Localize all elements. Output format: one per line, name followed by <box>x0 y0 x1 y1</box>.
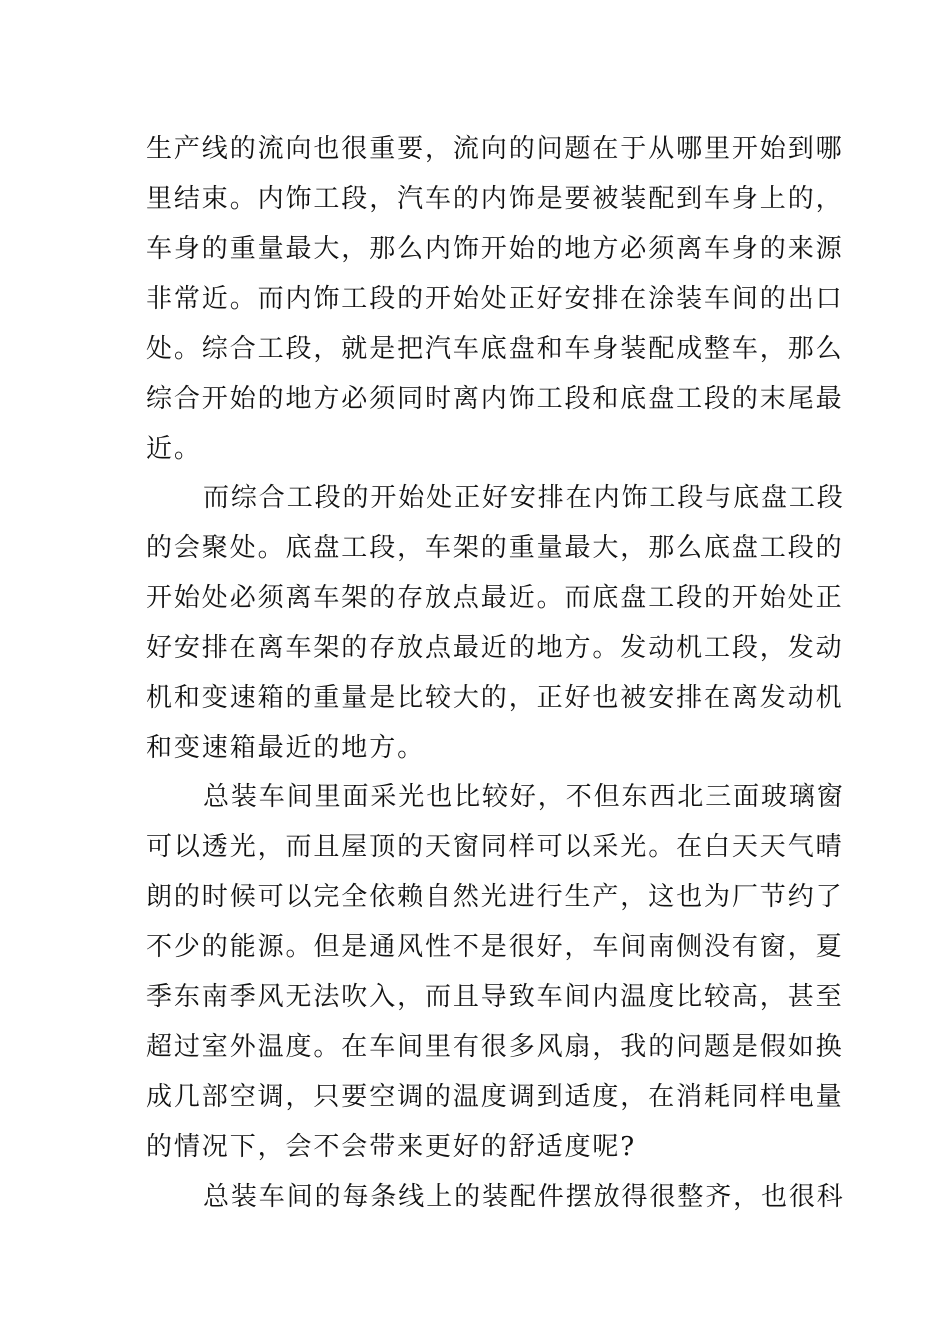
text-line: 的会聚处。底盘工段，车架的重量最大，那么底盘工段的 <box>146 533 844 563</box>
text-line: 的情况下，会不会带来更好的舒适度呢? <box>146 1132 637 1162</box>
text-line: 处。综合工段，就是把汽车底盘和车身装配成整车，那么 <box>146 334 844 364</box>
text-line: 生产线的流向也很重要，流向的问题在于从哪里开始到哪 <box>146 134 844 164</box>
text-line: 开始处必须离车架的存放点最近。而底盘工段的开始处正 <box>146 583 844 613</box>
text-line: 非常近。而内饰工段的开始处正好安排在涂装车间的出口 <box>146 284 844 314</box>
text-line: 近。 <box>146 434 202 464</box>
text-line: 可以透光，而且屋顶的天窗同样可以采光。在白天天气晴 <box>146 832 844 862</box>
text-line: 车身的重量最大，那么内饰开始的地方必须离车身的来源 <box>146 234 844 264</box>
paragraph-first-line: 总装车间里面采光也比较好，不但东西北三面玻璃窗 <box>203 782 845 812</box>
paragraph-first-line: 总装车间的每条线上的装配件摆放得很整齐，也很科 <box>203 1182 845 1212</box>
text-line: 和变速箱最近的地方。 <box>146 733 426 763</box>
paragraph-first-line: 而综合工段的开始处正好安排在内饰工段与底盘工段 <box>203 483 845 513</box>
text-line: 朗的时候可以完全依赖自然光进行生产，这也为厂节约了 <box>146 882 844 912</box>
text-line: 不少的能源。但是通风性不是很好，车间南侧没有窗，夏 <box>146 932 844 962</box>
text-line: 机和变速箱的重量是比较大的，正好也被安排在离发动机 <box>146 683 844 713</box>
text-line: 超过室外温度。在车间里有很多风扇，我的问题是假如换 <box>146 1032 844 1062</box>
text-line: 季东南季风无法吹入，而且导致车间内温度比较高，甚至 <box>146 982 844 1012</box>
text-line: 里结束。内饰工段，汽车的内饰是要被装配到车身上的， <box>146 184 844 214</box>
text-line: 成几部空调，只要空调的温度调到适度，在消耗同样电量 <box>146 1082 844 1112</box>
text-line: 好安排在离车架的存放点最近的地方。发动机工段，发动 <box>146 633 844 663</box>
text-line: 综合开始的地方必须同时离内饰工段和底盘工段的末尾最 <box>146 384 844 414</box>
